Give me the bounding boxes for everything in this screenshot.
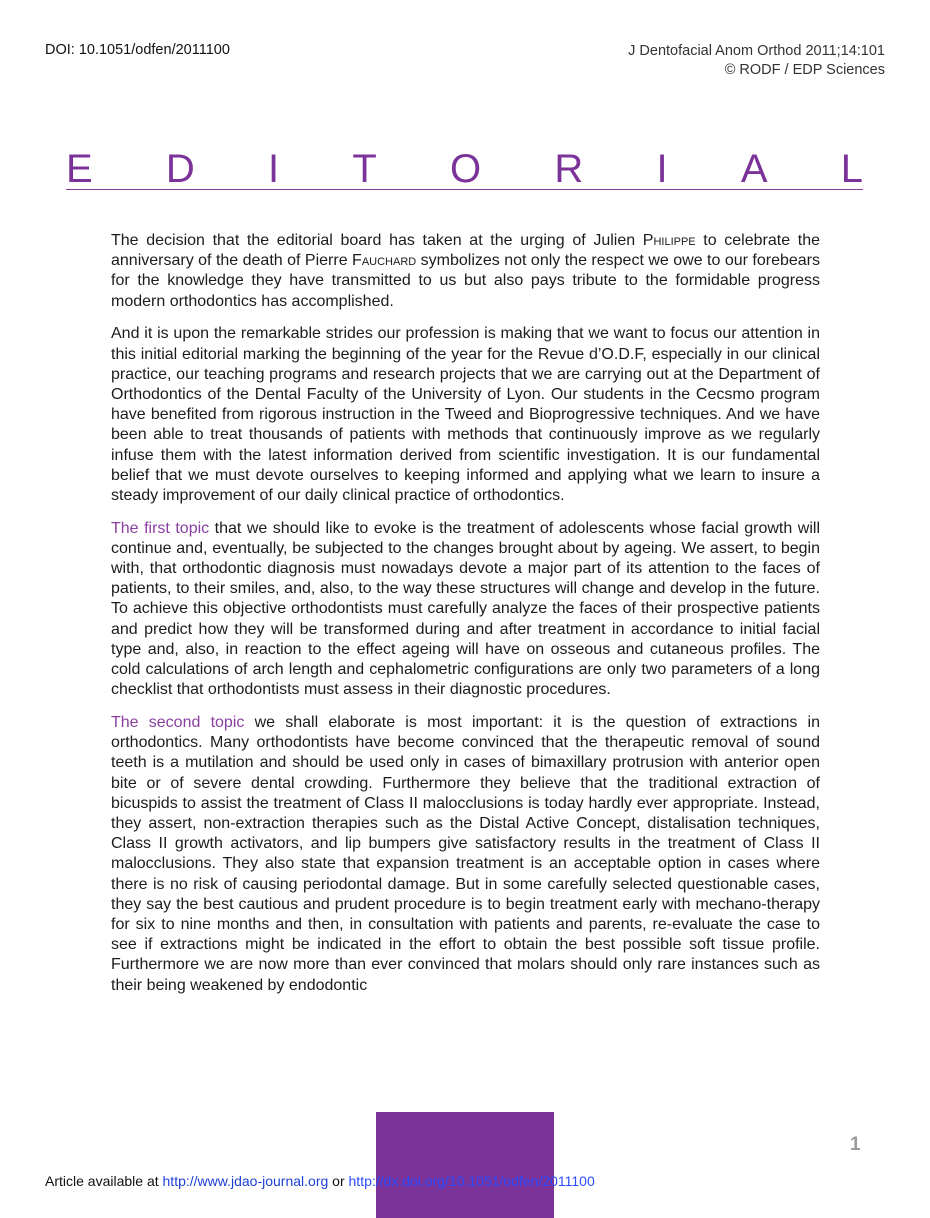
doi-link[interactable]: http://dx.doi.org/10.1051/odfen/2011100 [348,1173,595,1189]
title-letter: R [554,147,584,191]
title-letter: O [450,147,482,191]
title-letter: T [352,147,377,191]
topic-lead: The second topic [111,713,245,731]
article-body [111,231,820,1008]
title-rule [66,189,863,190]
text-run: that we should like to evoke is the treatment of adolescents whose facial growth will continue and, eventually, be subjected to the changes brought about by ageing. We assert, to begin with, that orthodontic diagnosis must nowadays devote a major part of its attention to the faces of patients, to their smiles, and, also, to the way these structures will change and develop in the future. To achieve this objective orthodontists must carefully analyze the faces of their prospective patients and predict how they will be transformed during and after treatment in accordance to initial facial type and, also, in reaction to the effect ageing will have on osseous and cutaneous profiles. The cold calculations of arch length and cephalometric configurations are only two parameters of a long checklist that orthodontists must assess in their diagnostic procedures. [111,519,821,699]
text-run: symbolizes not only the respect we owe to our forebears for the knowledge they have transmitted to us but also pays tribute to the formidable progress modern orthodontics has accomplished. [111,252,820,310]
paragraph-strides: And it is upon the remarkable strides our profession is making that we want to focus our attention in this initial editorial marking the beginning of the year for the Revue d’O.D.F, especially in our clinical practice, our teaching programs and research projects that we are carrying out at the Department of Orthodontics of the Dental Faculty of the University of Lyon. Our students in the Cecsmo program have benefited from rigorous instruction in the Tweed and Bioprogressive techniques. And we have been able to treat thousands of patients with methods that continuously improve as we regularly infuse them with the latest information derived from scientific investigation. It is our fundamental belief that we must devote ourselves to keeping informed and applying what we learn to insure a steady improvement of our daily clinical practice of orthodontics. [111,325,820,504]
journal-reference: J Dentofacial Anom Orthod 2011;14:101 [628,43,885,59]
doi-line: DOI: 10.1051/odfen/2011100 [45,42,230,58]
footer-or: or [328,1173,349,1189]
journal-link[interactable]: http://www.jdao-journal.org [162,1173,329,1189]
text-run: The decision that the editorial board has taken at the urging of Julien [111,232,643,249]
title-letter: L [840,147,863,191]
topic-lead: The first topic [111,519,210,537]
title-letter: I [656,147,668,191]
footer-prefix: Article available at [45,1173,163,1189]
person-name: Fauchard [352,252,417,270]
editorial-heading [66,143,863,189]
page-number: 1 [850,1134,861,1155]
title-letter: D [165,147,195,191]
decorative-block [376,1112,554,1218]
paragraph-first-topic [111,519,820,701]
paragraph-second-topic [111,713,820,996]
title-letter: A [740,147,768,191]
text-run: we shall elaborate is most important: it is the question of extractions in orthodontics. Many orthodontists have become convinced that the therapeutic removal of sound teeth is a mutilation and should be used only in cases of bimaxillary protrusion with anterior open bite or of severe dental crowding. Furthermore they believe that the traditional extraction of bicuspids to assist the treatment of Class II malocclusions is today hardly ever appropriate. Instead, they assert, non-extraction therapies such as the Distal Active Concept, distalisation techniques, Class II growth activators, and lip bumpers give satisfactory results in the treatment of Class II malocclusions. They also state that expansion treatment is an acceptable option in cases where there is no risk of causing periodontal damage. But in some carefully selected questionable cases, they say the best cautious and prudent procedure is to begin treatment early with mechano-therapy for six to nine months and then, in consultation with patients and parents, re-evaluate the case to see if extractions might be indicated in the effort to obtain the best possible soft tissue profile. Furthermore we are now more than ever convinced that molars should only rare instances such as their being weakened by endodontic [111,713,821,994]
title-letter: I [268,147,280,191]
paragraph-intro [111,231,820,312]
author-name: Philippe [642,232,696,249]
copyright-line: © RODF / EDP Sciences [724,62,885,78]
article-availability [45,1173,595,1189]
title-letter: E [66,147,93,191]
text-run: to celebrate the anniversary of the death of Pierre [111,232,821,270]
journal-citation [628,42,885,80]
